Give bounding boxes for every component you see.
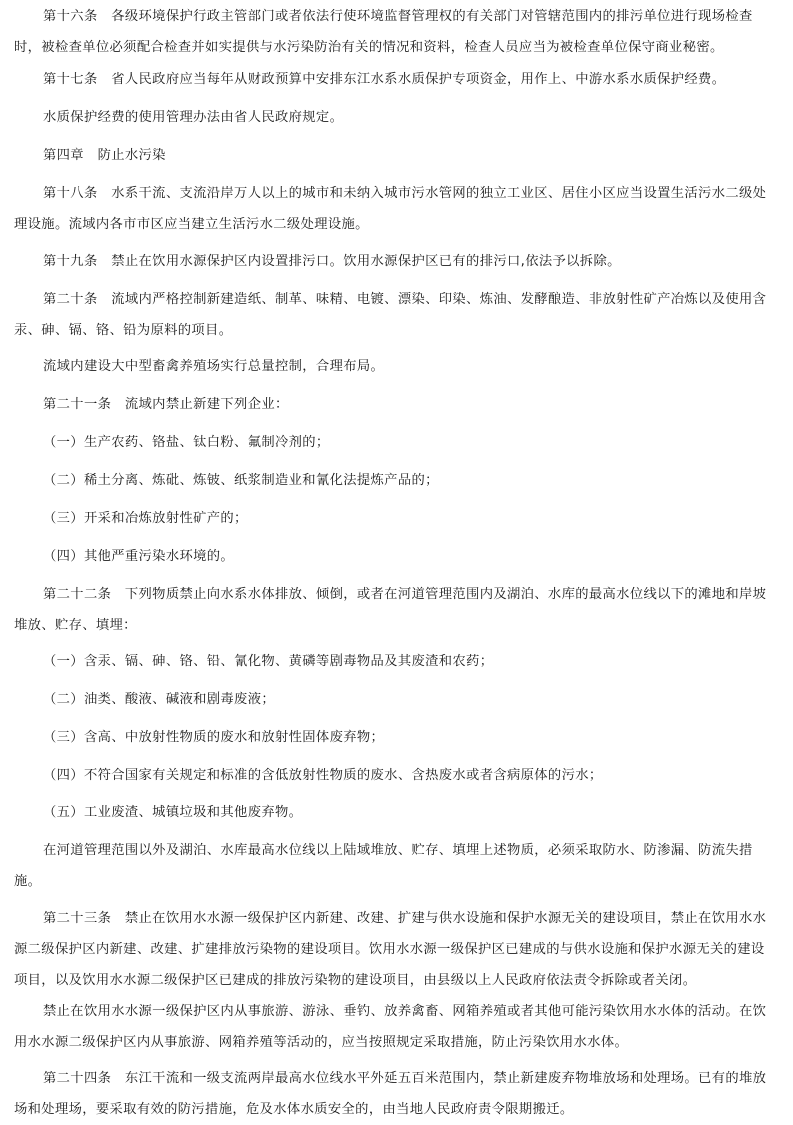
article-22: 第二十二条 下列物质禁止向水系水体排放、倾倒，或者在河道管理范围内及湖泊、水库的最高水位线以下的滩地和岸坡堆放、贮存、填埋： [14,587,767,633]
article-22-item-5: （五）工业废渣、城镇垃圾和其他废弃物。 [43,805,303,820]
article-21: 第二十一条 流域内禁止新建下列企业： [43,397,289,412]
article-20: 第二十条 流域内严格控制新建造纸、制革、味精、电镀、漂染、印染、炼油、发酵酿造、非放射性矿产冶炼以及使用含汞、砷、镉、铬、铅为原料的项目。 [14,292,767,338]
article-21-item-1: （一）生产农药、铬盐、钛白粉、氟制冷剂的； [43,435,330,450]
article-22-clause-2: 在河道管理范围以外及湖泊、水库最高水位线以上陆域堆放、贮存、填埋上述物质，必须采取防水、防渗漏、防流失措施。 [14,843,753,889]
article-22-item-2: （二）油类、酸液、碱液和剧毒废液； [43,692,275,707]
article-24: 第二十四条 东江干流和一级支流两岸最高水位线水平外延五百米范围内，禁止新建废弃物堆放场和处理场。已有的堆放场和处理场，要采取有效的防污措施，危及水体水质安全的，由当地人民政府责令限期搬迁。 [14,1071,767,1117]
article-23: 第二十三条 禁止在饮用水水源一级保护区内新建、改建、扩建与供水设施和保护水源无关的建设项目，禁止在饮用水水源二级保护区内新建、改建、扩建排放污染物的建设项目。饮用水水源一级保护区已建成的与供水设施和保护水源无关的建设项目，以及饮用水水源二级保护区已建成的排放污染物的建设项目，由县级以上人民政府依法责令拆除或者关闭。 [14,911,767,988]
article-21-item-2: （二）稀土分离、炼砒、炼铍、纸浆制造业和氰化法提炼产品的； [43,473,439,488]
article-20-clause-2: 流域内建设大中型畜禽养殖场实行总量控制，合理布局。 [43,359,385,374]
article-16: 第十六条 各级环境保护行政主管部门或者依法行使环境监督管理权的有关部门对管辖范围内的排污单位进行现场检查时，被检查单位必须配合检查并如实提供与水污染防治有关的情况和资料，检查人员应当为被检查单位保守商业秘密。 [14,9,753,55]
article-17: 第十七条 省人民政府应当每年从财政预算中安排东江水系水质保护专项资金，用作上、中游水系水质保护经费。 [43,72,726,87]
chapter-4-heading: 第四章 防止水污染 [43,148,166,163]
article-23-clause-2: 禁止在饮用水水源一级保护区内从事旅游、游泳、垂钓、放养禽畜、网箱养殖或者其他可能污染饮用水水体的活动。在饮用水水源二级保护区内从事旅游、网箱养殖等活动的，应当按照规定采取措施，防止污染饮用水水体。 [14,1004,767,1050]
article-22-item-3: （三）含高、中放射性物质的废水和放射性固体废弃物； [43,730,385,745]
article-21-item-3: （三）开采和冶炼放射性矿产的； [43,511,248,526]
article-18: 第十八条 水系干流、支流沿岸万人以上的城市和未纳入城市污水管网的独立工业区、居住小区应当设置生活污水二级处理设施。流域内各市市区应当建立生活污水二级处理设施。 [14,186,767,232]
article-19: 第十九条 禁止在饮用水源保护区内设置排污口。饮用水源保护区已有的排污口,依法予以拆除。 [43,254,621,269]
article-22-item-1: （一）含汞、镉、砷、铬、铅、氰化物、黄磷等剧毒物品及其废渣和农药； [43,654,494,669]
article-22-item-4: （四）不符合国家有关规定和标准的含低放射性物质的废水、含热废水或者含病原体的污水； [43,768,603,783]
article-21-item-4: （四）其他严重污染水环境的。 [43,549,235,564]
article-17-clause-2: 水质保护经费的使用管理办法由省人民政府规定。 [43,110,344,125]
